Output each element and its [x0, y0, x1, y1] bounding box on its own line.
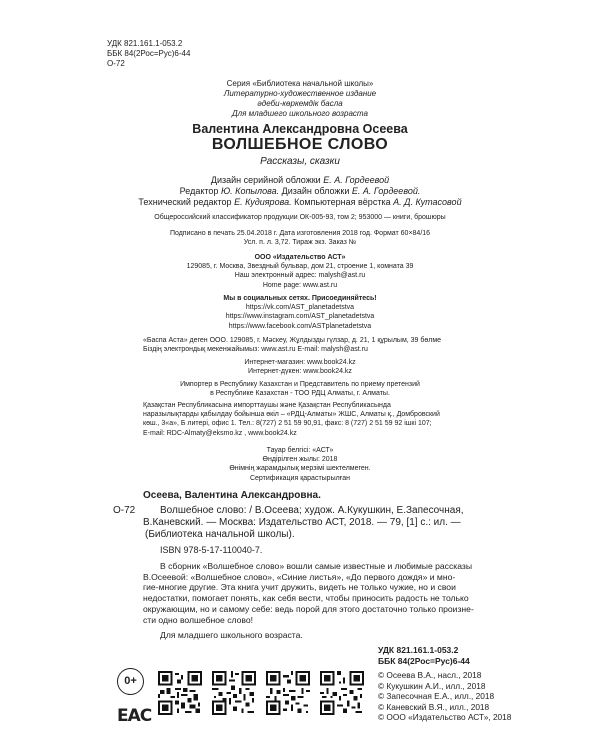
social-link-facebook[interactable]: https://www.facebook.com/ASTplanetadetstva	[228, 322, 372, 330]
copyright-line: © Осеева В.А., насл., 2018	[378, 670, 482, 680]
copyright-line: © Запесочная Е.А., илл., 2018	[378, 691, 495, 702]
abstract-line: В сборник «Волшебное слово» вошли самые известные и любимые рассказы	[160, 561, 473, 571]
social-title: Мы в социальных сетях. Присоединяйтесь!	[223, 295, 377, 302]
catalog-description-cont	[143, 517, 461, 542]
abstract-line: окружающим, но и самому себе: ведь порой для этого достаточно только произне-	[143, 603, 474, 614]
abstract-line: сти одно волшебное слово!	[143, 614, 254, 625]
catalog-description	[160, 505, 500, 517]
publisher-home: Home page: www.ast.ru	[262, 281, 338, 289]
catalog-audience: Для младшего школьного возраста.	[160, 630, 303, 640]
print-info-line: Подписано в печать 25.04.2018 г. Дата изготовления 2018 год. Формат 60×84/16	[169, 230, 431, 237]
abstract-line: В.Осеевой: «Волшебное слово», «Синие листья», «До первого дождя» и мно-	[143, 571, 456, 582]
footer-udk: УДК 821.161.1-053.2	[378, 645, 459, 655]
catalog-desc-line: (Библиотека начальной школы).	[145, 529, 295, 541]
abstract-line: недостатки, помогает понять, как себя вести, чтобы приносить радость не только	[143, 593, 469, 604]
kz-publisher-line: Біздің электрондық мекенжайымыз: www.ast.ru E-mail: malysh@ast.ru	[143, 346, 368, 354]
product-mark: Өндірілген жылы: 2018	[262, 456, 338, 464]
product-mark: Сертификация қарастырылған	[249, 474, 351, 482]
catalog-abstract	[143, 561, 474, 625]
footer-bbk: ББК 84(2Рос=Рус)6-44	[378, 656, 470, 666]
qr-code	[266, 671, 310, 715]
kz-importer-block	[143, 401, 440, 438]
copyrights-block	[378, 670, 511, 723]
product-marks-block	[0, 446, 600, 483]
abstract-line: гие-многие другие. Эта книга учит дружить, видеть не только чужие, но и свои	[143, 582, 456, 593]
publisher-name: ООО «Издательство АСТ»	[254, 254, 346, 261]
qr-code-icon	[212, 671, 256, 715]
eac-mark: EAC	[117, 706, 152, 726]
catalog-desc-line: Волшебное слово: / В.Осеева; худож. А.Кукушкин, Е.Запесочная,	[160, 505, 464, 516]
classifier: Общероссийский классификатор продукции ОК-005-93, том 2; 953000 — книги, брошюры	[154, 214, 446, 221]
publisher-block	[0, 253, 600, 290]
bbk-code: ББК 84(2Рос=Рус)6-44	[107, 49, 191, 58]
social-link-vk[interactable]: https://vk.com/AST_planetadetstva	[245, 304, 355, 312]
copyright-line: © Кукушкин А.И., илл., 2018	[378, 680, 486, 691]
internet-shop-kz: Интернет-дүкен: www.book24.kz	[248, 368, 352, 376]
internet-shop-ru: Интернет-магазин: www.book24.kz	[244, 359, 356, 366]
age-rating-badge: 0+	[117, 668, 144, 695]
author-name: Валентина Александровна Осеева	[192, 122, 408, 136]
importer-block	[0, 380, 600, 398]
series-age: Для младшего школьного возраста	[232, 109, 368, 118]
catalog-author-heading: Осеева, Валентина Александровна.	[143, 490, 321, 501]
series-name: Серия «Библиотека начальной школы»	[226, 79, 374, 88]
header-codes	[107, 39, 190, 69]
qr-code	[158, 671, 202, 715]
credit-tech-editor: Технический редактор Е. Кудиярова. Компьютерная вёрстка А. Д. Кутасовой	[138, 197, 462, 207]
book-subtitle: Рассказы, сказки	[260, 156, 340, 167]
social-link-instagram[interactable]: https://www.instagram.com/AST_planetadetstva	[225, 313, 375, 321]
kz-importer-line: E-mail: RDC-Almaty@eksmo.kz , www.book24.kz	[143, 429, 297, 437]
print-info	[0, 229, 600, 247]
footer-codes	[378, 645, 470, 667]
kz-importer-line: көш., 3«а», Б литері, офис 1. Тел.: 8(727) 2 51 59 90,91, факс: 8 (727) 2 51 59 92 ішкі 107;	[143, 420, 432, 428]
book-code: О-72	[107, 59, 125, 68]
catalog-isbn: ISBN 978-5-17-110040-7.	[160, 545, 263, 555]
copyright-line: © ООО «Издательство АСТ», 2018	[378, 712, 512, 723]
product-mark: Тауар белгісі: «АСТ»	[266, 447, 334, 454]
product-mark: Өнімнің жарамдылық мерзімі шектелмеген.	[229, 465, 371, 473]
print-info-line: Усл. п. л. 3,72. Тираж экз. Заказ №	[243, 239, 357, 247]
credit-series-cover: Дизайн серийной обложки Е. А. Гордеевой	[210, 175, 390, 185]
qr-code	[212, 671, 256, 715]
publisher-address: 129085, г. Москва, Звездный бульвар, дом 21, строение 1, комната 39	[186, 263, 414, 271]
kz-publisher-line: «Баспа Аста» деген ООО. 129085, г. Мәскеу, Жұлдызды гүлзар, д. 21, 1 құрылым, 39 бөлме	[143, 337, 442, 344]
importer-line: Импортер в Республику Казахстан и Представитель по приему претензий	[180, 381, 420, 388]
catalog-desc-line: В.Каневский. — Москва: Издательство АСТ, 2018. — 79, [1] с.: ил. —	[143, 517, 461, 528]
copyright-line: © Каневский В.Я., илл., 2018	[378, 701, 490, 712]
kz-importer-line: наразылықтарды қабылдау бойынша өкіл – «РДЦ-Алматы» ЖШС, Алматы қ., Домбровский	[143, 411, 440, 419]
qr-code-icon	[158, 671, 202, 715]
social-block	[0, 294, 600, 331]
series-genre: Литературно-художественное издание	[223, 89, 377, 98]
kz-importer-line: Қазақстан Республикасына импорттаушы және Қазақстан Республикасында	[143, 402, 391, 409]
credits-block	[0, 175, 600, 208]
book-title: ВОЛШЕБНОЕ СЛОВО	[211, 136, 389, 153]
internet-shop-block	[0, 358, 600, 376]
udk-code: УДК 821.161.1-053.2	[107, 39, 183, 48]
series-genre-kz: әдеби-көркемдік басла	[257, 99, 343, 108]
qr-code-icon	[320, 671, 364, 715]
publisher-email: Наш электронный адрес: malysh@ast.ru	[234, 272, 366, 280]
importer-line: в Республике Казахстан - ТОО РДЦ Алматы, г. Алматы.	[210, 390, 390, 398]
qr-code	[320, 671, 364, 715]
credit-editor: Редактор Ю. Копылова. Дизайн обложки Е. А. Гордеевой.	[179, 186, 421, 196]
kz-publisher-block	[143, 336, 441, 354]
catalog-code: О-72	[113, 505, 136, 516]
series-block	[0, 79, 600, 119]
qr-code-icon	[266, 671, 310, 715]
